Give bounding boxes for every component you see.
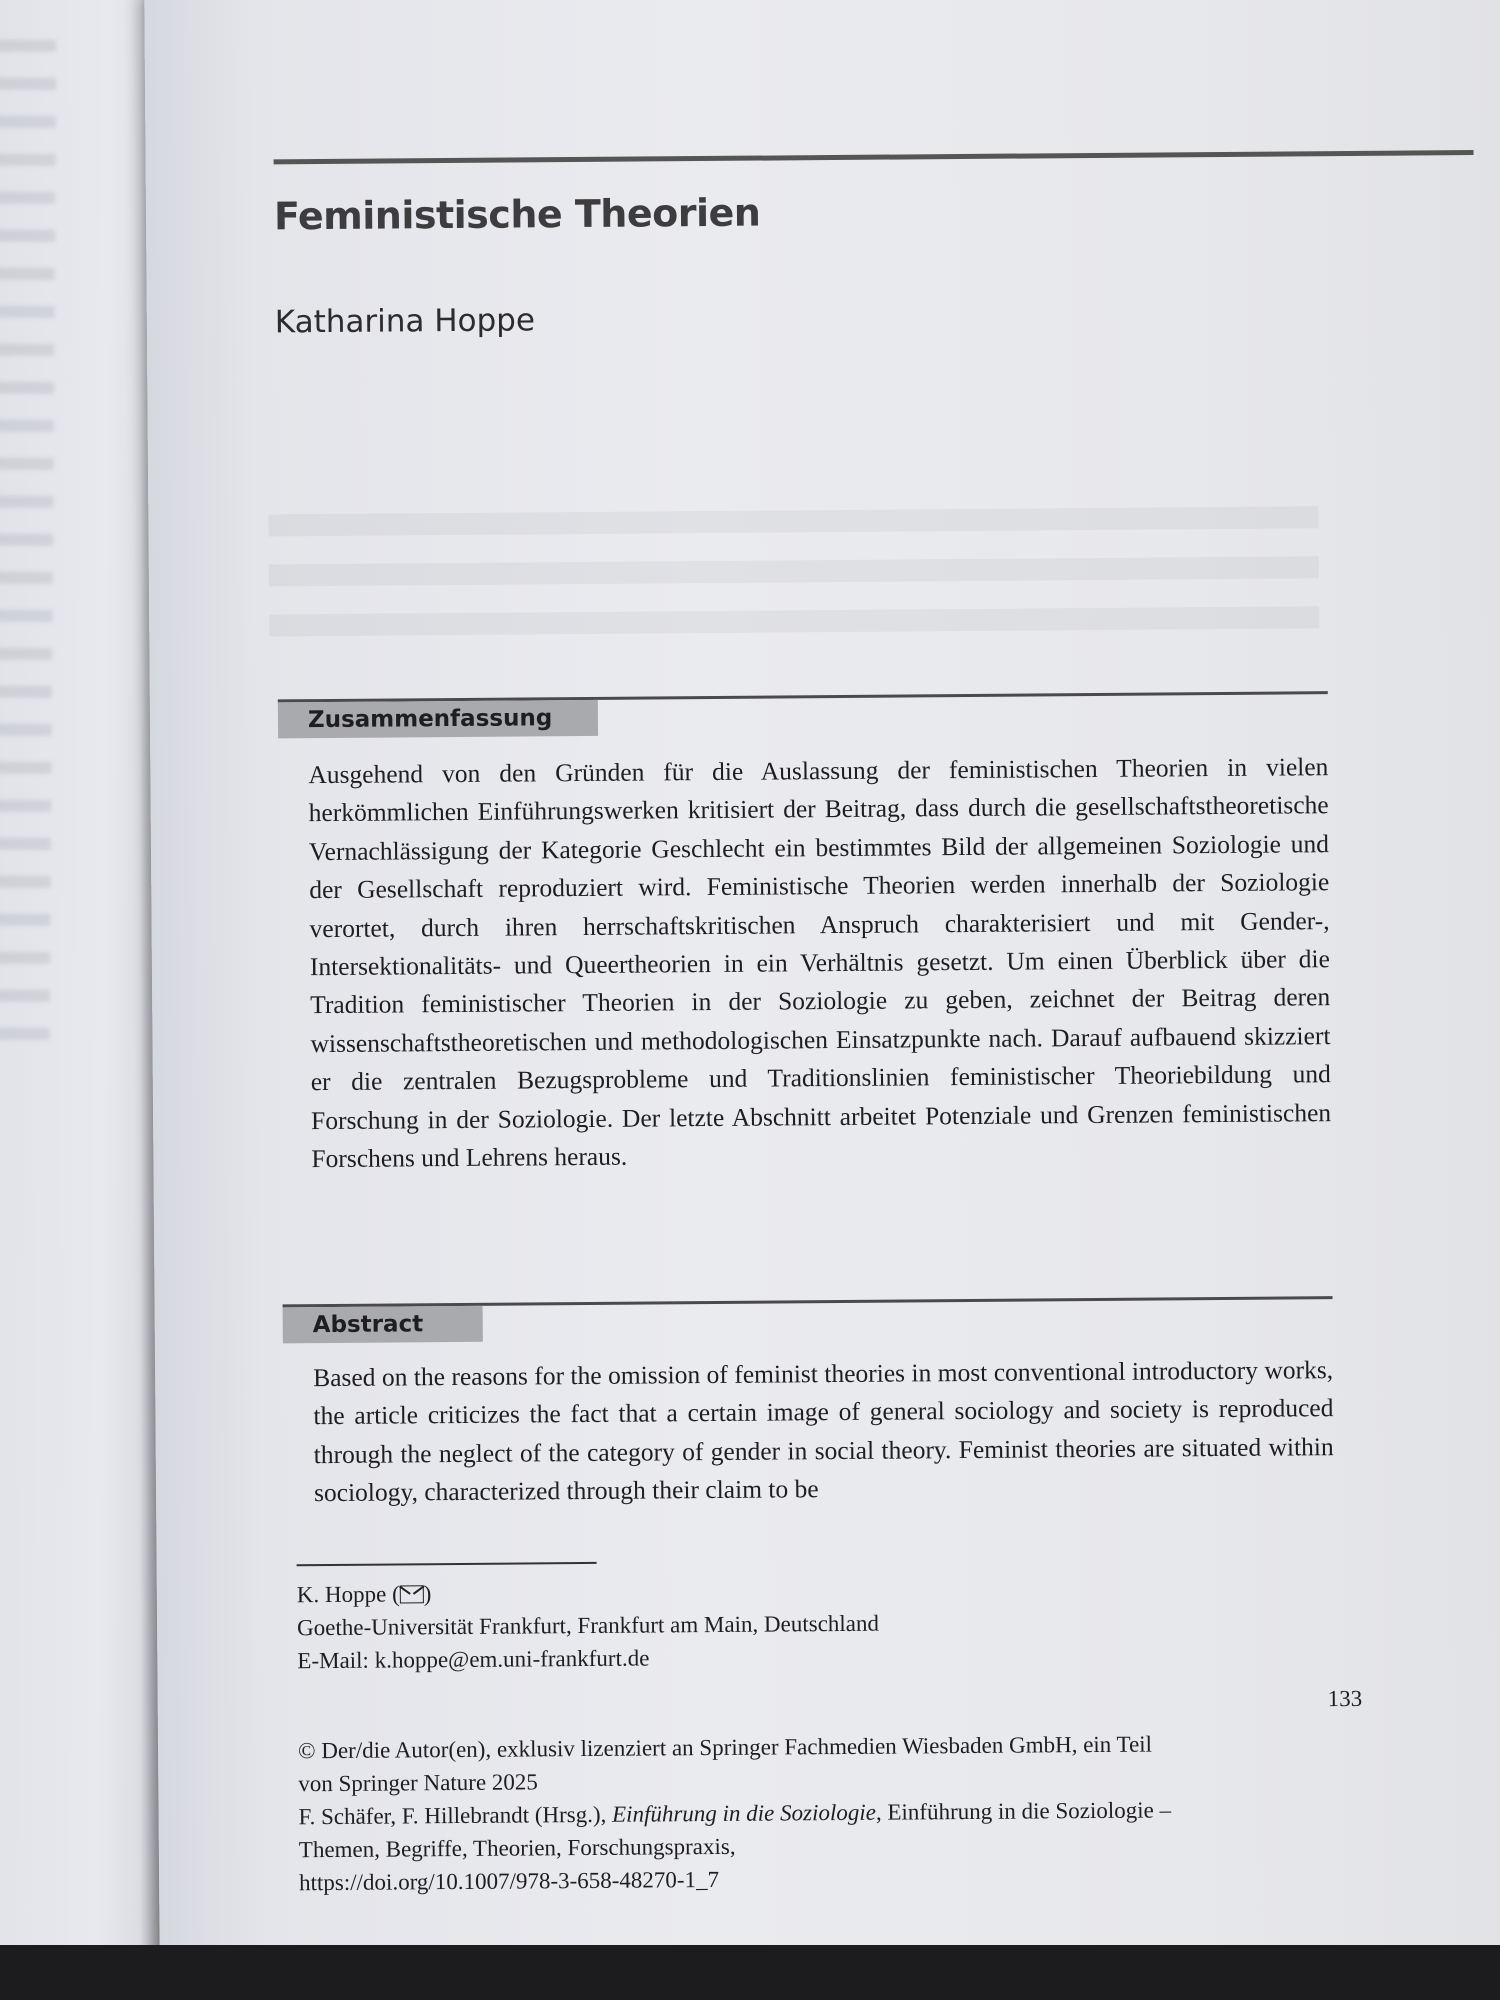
page-number: 133 — [1327, 1685, 1363, 1712]
facing-page-bleed — [0, 39, 57, 1040]
citation-book-title: Einführung in die Soziologie — [611, 1799, 877, 1827]
summary-heading: Zusammenfassung — [278, 700, 598, 739]
author-note — [297, 1578, 432, 1611]
dark-surface — [0, 1945, 1500, 2000]
author-note-name: K. Hoppe ( — [296, 1581, 400, 1608]
show-through-block — [268, 506, 1318, 536]
chapter-author: Katharina Hoppe — [274, 302, 536, 341]
abstract-heading: Abstract — [283, 1306, 483, 1344]
summary-text: Ausgehend von den Gründen für die Auslassung der feministischen Theorien in vielen herkömmlichen Einführungswerken kritisiert der Beitrag, dass durch die gesellschaftstheoretische Vernachlässigung der Kategorie Geschlecht ein bestimmtes Bild der allgemeinen Soziologie und der Gesellschaft reproduziert wird. Feministische Theorien werden innerhalb der Soziologie verortet, durch ihren herrschaftskritischen Anspruch charakterisiert und mit Gender-, Intersektionalitäts- und Queertheorien in ein Verhältnis gesetzt. Um einen Überblick über die Tradition feministischer Theorien in der Soziologie zu geben, zeichnet der Beitrag deren wissenschaftstheoretischen und methodologischen Einsatzpunkte nach. Darauf aufbauend skizziert er die zentralen Bezugsprobleme und Traditionslinien feministischer Theoriebildung und Forschung in der Soziologie. Der letzte Abschnitt arbeitet Potenziale und Grenzen feministischen Forschens und Lehrens heraus. — [308, 752, 1332, 1174]
copyright-line: © Der/die Autor(en), exklusiv lizenziert an Springer Fachmedien Wiesbaden GmbH, ein Teil von Springer Nature 2025 — [297, 1731, 1153, 1797]
show-through-block — [269, 606, 1319, 636]
title-rule — [274, 150, 1474, 164]
author-note-name-close: ) — [423, 1581, 432, 1607]
citation-series: , Einführung in die Soziologie – Themen, Begriffe, Theorien, Forschungspraxis, — [298, 1797, 1172, 1863]
citation-editors: F. Schäfer, F. Hillebrandt (Hrsg.), — [298, 1801, 613, 1830]
author-email: E-Mail: k.hoppe@em.uni-frankfurt.de — [297, 1645, 650, 1674]
envelope-icon — [400, 1585, 424, 1603]
citation-line — [298, 1793, 1178, 1866]
chapter-title: Feministische Theorien — [273, 190, 761, 239]
show-through-block — [269, 556, 1319, 586]
copyright-block — [298, 1727, 1179, 1899]
citation-doi: https://doi.org/10.1007/978-3-658-48270-1_7 — [298, 1866, 720, 1896]
abstract-text: Based on the reasons for the omission of feminist theories in most conventional introductory works, the article criticizes the fact that a certain image of general sociology and society is reproduced through the neglect of the category of gender in social theory. Feminist theories are situated within sociology, characterized through their claim to be — [313, 1355, 1334, 1508]
footnote-rule — [297, 1562, 597, 1566]
author-affiliation: Goethe-Universität Frankfurt, Frankfurt am Main, Deutschland — [296, 1610, 880, 1641]
book-page — [144, 0, 1500, 1970]
